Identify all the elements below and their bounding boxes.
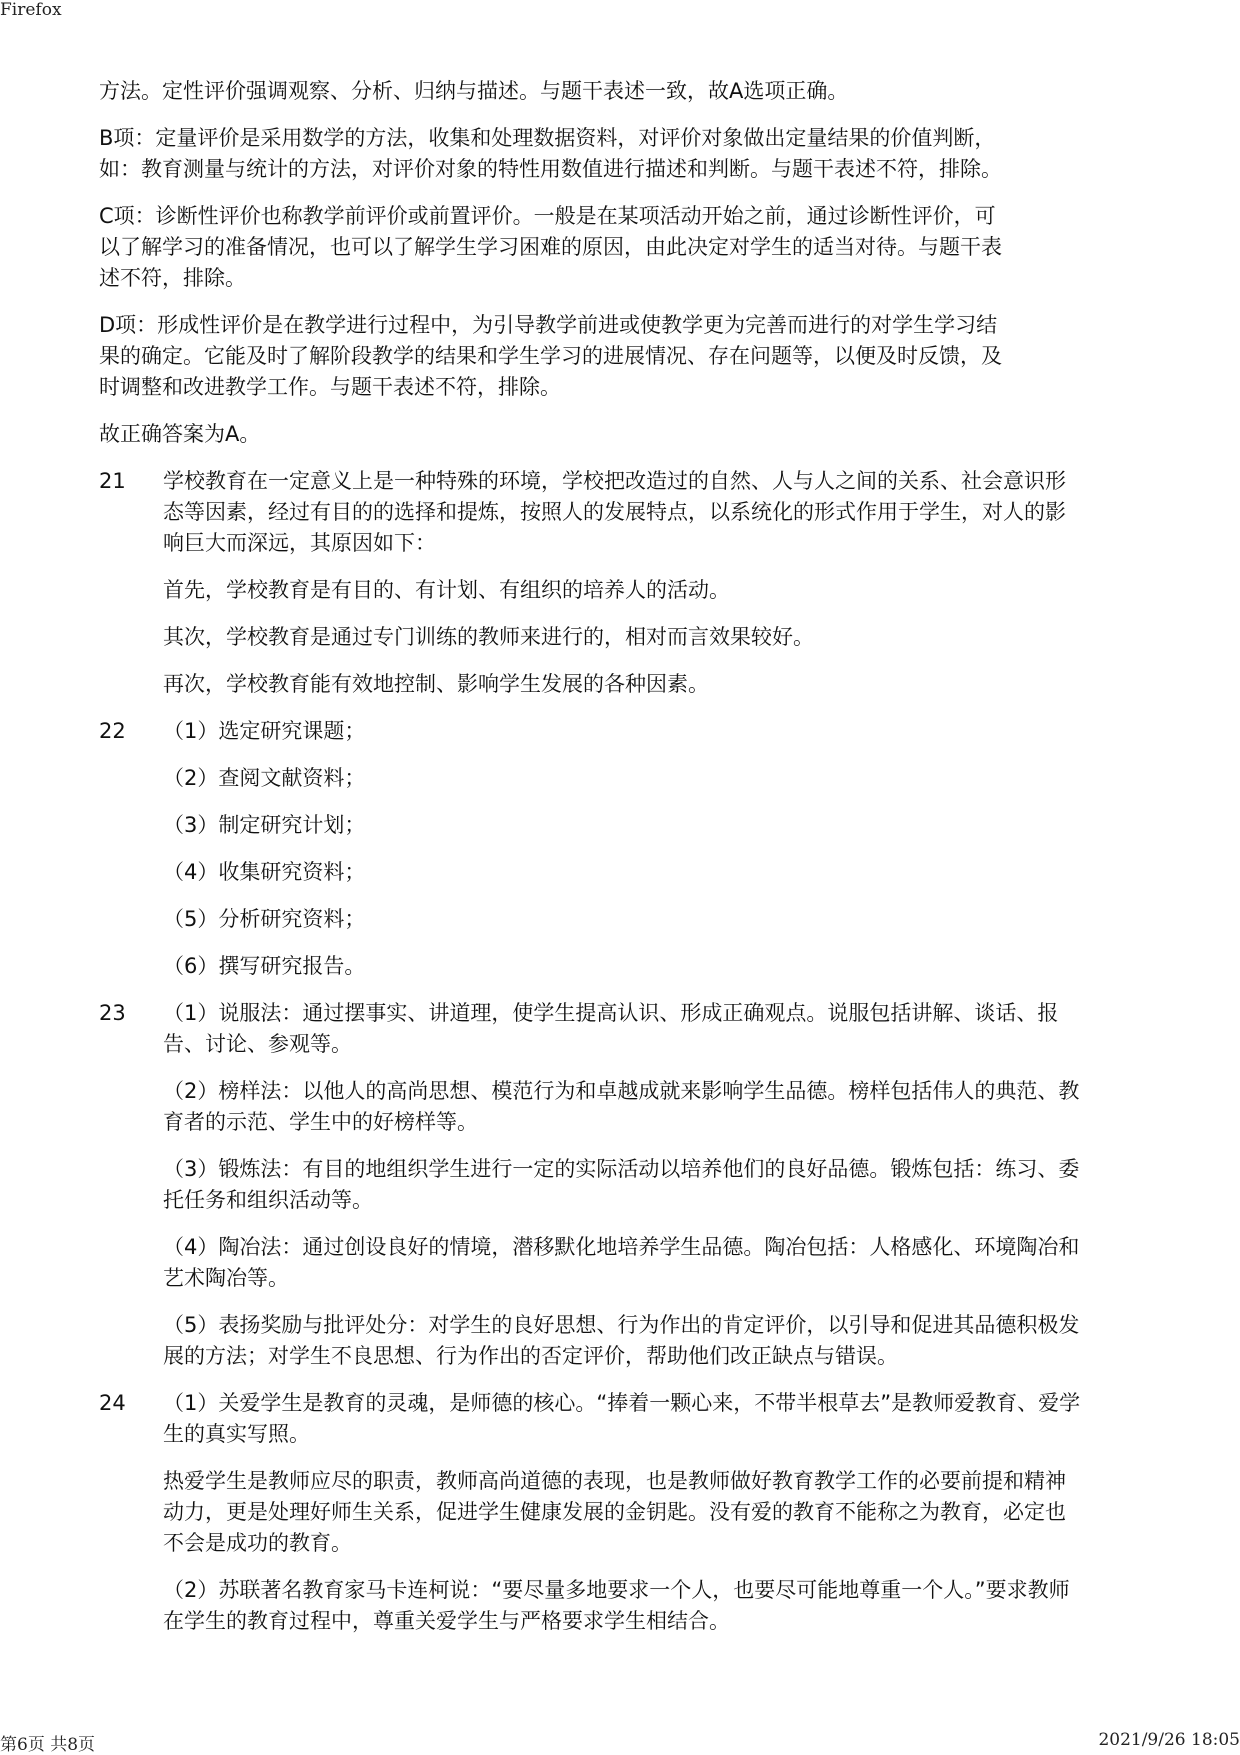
paragraph: [163, 763, 1099, 794]
paragraph: [163, 622, 1099, 653]
paragraph: [163, 810, 1099, 841]
text-line: 艺术陶冶等。: [163, 1266, 289, 1290]
text-line: 故正确答案为A。: [99, 422, 261, 446]
text-line: 育者的示范、学生中的好榜样等。: [163, 1110, 478, 1134]
text-line: 方法。定性评价强调观察、分析、归纳与描述。与题干表述一致，故A选项正确。: [99, 79, 849, 103]
text-line: 态等因素，经过有目的的选择和提炼，按照人的发展特点，以系统化的形式作用于学生，对人的影: [163, 500, 1066, 524]
paragraph: [163, 857, 1099, 888]
text-line: 托任务和组织活动等。: [163, 1188, 373, 1212]
text-line: 果的确定。它能及时了解阶段教学的结果和学生学习的进展情况、存在问题等，以便及时反馈，及: [99, 344, 1002, 368]
paragraph: [163, 466, 1099, 559]
text-line: （5）分析研究资料；: [163, 907, 366, 931]
text-line: （2）苏联著名教育家马卡连柯说：“要尽量多地要求一个人，也要尽可能地尊重一个人。”要求教师: [163, 1578, 1070, 1602]
paragraph: [99, 76, 1099, 107]
answer-item-24: [99, 1388, 1099, 1637]
paragraph: [99, 201, 1099, 294]
item-number: 21: [99, 469, 126, 493]
text-line: （2）查阅文献资料；: [163, 766, 366, 790]
paragraph: [163, 951, 1099, 982]
paragraph: [163, 1076, 1099, 1138]
page-number: 第6页 共8页: [0, 1735, 96, 1755]
paragraph: [163, 1232, 1099, 1294]
text-line: （1）选定研究课题；: [163, 719, 366, 743]
text-line: D项：形成性评价是在教学进行过程中，为引导教学前进或使教学更为完善而进行的对学生学习结: [99, 313, 998, 337]
text-line: （3）锻炼法：有目的地组织学生进行一定的实际活动以培养他们的良好品德。锻炼包括：练习、委: [163, 1157, 1080, 1181]
browser-title: Firefox: [0, 0, 62, 20]
text-line: （6）撰写研究报告。: [163, 954, 366, 978]
text-line: （2）榜样法：以他人的高尚思想、模范行为和卓越成就来影响学生品德。榜样包括伟人的典范、教: [163, 1079, 1080, 1103]
text-line: 热爱学生是教师应尽的职责，教师高尚道德的表现，也是教师做好教育教学工作的必要前提和精神: [163, 1469, 1066, 1493]
paragraph: [163, 998, 1099, 1060]
item-number: 23: [99, 1001, 126, 1025]
text-line: 不会是成功的教育。: [163, 1531, 352, 1555]
text-line: 动力，更是处理好师生关系，促进学生健康发展的金钥匙。没有爱的教育不能称之为教育，必定也: [163, 1500, 1066, 1524]
document-content: [99, 76, 1099, 1653]
text-line: C项：诊断性评价也称教学前评价或前置评价。一般是在某项活动开始之前，通过诊断性评价，可: [99, 204, 996, 228]
paragraph: [99, 123, 1099, 185]
text-line: 其次，学校教育是通过专门训练的教师来进行的，相对而言效果较好。: [163, 625, 814, 649]
text-line: 时调整和改进教学工作。与题干表述不符，排除。: [99, 375, 561, 399]
paragraph: [99, 310, 1099, 403]
paragraph: [163, 1310, 1099, 1372]
answer-item-23: [99, 998, 1099, 1372]
text-line: 学校教育在一定意义上是一种特殊的环境，学校把改造过的自然、人与人之间的关系、社会意识形: [163, 469, 1066, 493]
text-line: 述不符，排除。: [99, 266, 246, 290]
paragraph: [163, 1154, 1099, 1216]
answer-item-21: [99, 466, 1099, 700]
text-line: （1）说服法：通过摆事实、讲道理，使学生提高认识、形成正确观点。说服包括讲解、谈话、报: [163, 1001, 1059, 1025]
item-number: 24: [99, 1391, 126, 1415]
text-line: 如：教育测量与统计的方法，对评价对象的特性用数值进行描述和判断。与题干表述不符，排除。: [99, 157, 1002, 181]
paragraph: [163, 1388, 1099, 1450]
paragraph: [163, 669, 1099, 700]
paragraph: [163, 1575, 1099, 1637]
text-line: （3）制定研究计划；: [163, 813, 366, 837]
paragraph: [163, 1466, 1099, 1559]
text-line: 展的方法；对学生不良思想、行为作出的否定评价，帮助他们改正缺点与错误。: [163, 1344, 898, 1368]
text-line: 再次，学校教育能有效地控制、影响学生发展的各种因素。: [163, 672, 709, 696]
text-line: 告、讨论、参观等。: [163, 1032, 352, 1056]
paragraph: [99, 419, 1099, 450]
paragraph: [163, 575, 1099, 606]
text-line: （4）收集研究资料；: [163, 860, 366, 884]
text-line: 首先，学校教育是有目的、有计划、有组织的培养人的活动。: [163, 578, 730, 602]
text-line: 以了解学习的准备情况，也可以了解学生学习困难的原因，由此决定对学生的适当对待。与题干表: [99, 235, 1002, 259]
paragraph: [163, 904, 1099, 935]
text-line: B项：定量评价是采用数学的方法，收集和处理数据资料，对评价对象做出定量结果的价值判断，: [99, 126, 996, 150]
text-line: 响巨大而深远，其原因如下：: [163, 531, 436, 555]
text-line: （1）关爱学生是教育的灵魂，是师德的核心。“捧着一颗心来，不带半根草去”是教师爱教育、爱学: [163, 1391, 1081, 1415]
text-line: 在学生的教育过程中，尊重关爱学生与严格要求学生相结合。: [163, 1609, 730, 1633]
text-line: 生的真实写照。: [163, 1422, 310, 1446]
text-line: （5）表扬奖励与批评处分：对学生的良好思想、行为作出的肯定评价，以引导和促进其品德积极发: [163, 1313, 1080, 1337]
print-datetime: 2021/9/26 18:05: [1098, 1730, 1240, 1750]
item-number: 22: [99, 719, 126, 743]
answer-item-22: [99, 716, 1099, 982]
text-line: （4）陶冶法：通过创设良好的情境，潜移默化地培养学生品德。陶冶包括：人格感化、环境陶冶和: [163, 1235, 1080, 1259]
paragraph: [163, 716, 1099, 747]
